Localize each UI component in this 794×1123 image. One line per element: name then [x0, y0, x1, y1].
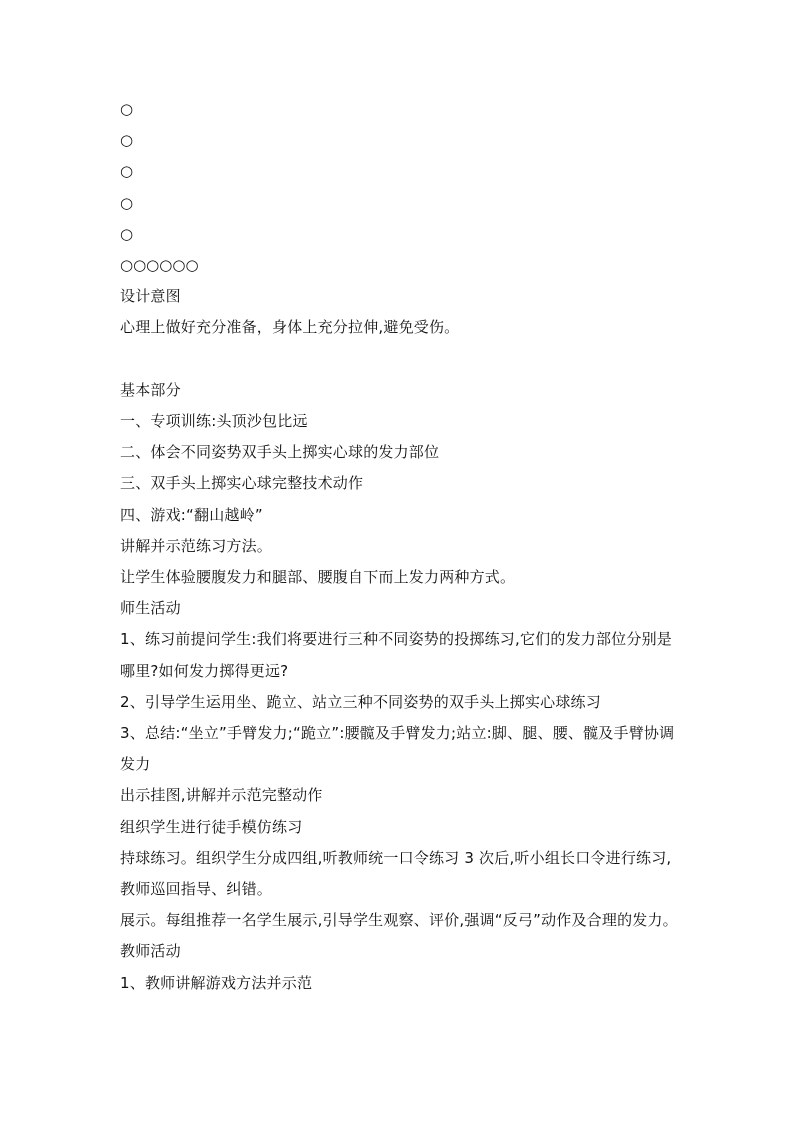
blank-line	[120, 344, 680, 375]
paragraph: 2、引导学生运用坐、跪立、站立三种不同姿势的双手头上掷实心球练习	[120, 692, 601, 711]
circle-marker: ○	[120, 193, 134, 212]
section-heading-basic: 基本部分	[120, 380, 181, 399]
teacher-activity-label: 教师活动	[120, 942, 181, 961]
design-intent-label: 设计意图	[120, 287, 181, 306]
list-item: 一、专项训练:头顶沙包比远	[120, 412, 308, 431]
paragraph: 1、练习前提问学生:我们将要进行三种不同姿势的投掷练习,它们的发力部位分别是哪里?如何发力掷得更远?	[120, 630, 672, 680]
paragraph: 让学生体验腰腹发力和腿部、腰腹自下而上发力两种方式。	[120, 568, 516, 587]
paragraph: 1、教师讲解游戏方法并示范	[120, 973, 313, 992]
paragraph: 出示挂图,讲解并示范完整动作	[120, 786, 323, 805]
list-item: 四、游戏:“翻山越岭”	[120, 505, 263, 524]
circle-marker: ○	[120, 224, 134, 243]
paragraph: 持球练习。组织学生分成四组,听教师统一口令练习 3 次后,听小组长口令进行练习,教师巡回指导、纠错。	[120, 848, 672, 899]
paragraph: 讲解并示范练习方法。	[120, 536, 273, 555]
paragraph: 展示。每组推荐一名学生展示,引导学生观察、评价,强调“反弓”动作及合理的发力。	[120, 911, 678, 930]
circle-marker: ○	[120, 162, 134, 181]
activity-label: 师生活动	[120, 599, 181, 618]
circle-row: ○○○○○○	[120, 256, 199, 275]
circle-marker: ○	[120, 131, 134, 150]
document-body	[120, 94, 680, 999]
list-item: 二、体会不同姿势双手头上掷实心球的发力部位	[120, 443, 440, 462]
design-intent-text: 心理上做好充分准备，身体上充分拉伸,避免受伤。	[120, 318, 460, 337]
list-item: 三、双手头上掷实心球完整技术动作	[120, 474, 364, 493]
circle-marker: ○	[120, 100, 134, 118]
paragraph: 组织学生进行徒手模仿练习	[120, 817, 303, 836]
paragraph: 3、总结:“坐立”手臂发力;“跪立”:腰髋及手臂发力;站立:脚、腿、腰、髋及手臂协调发力	[120, 724, 675, 774]
